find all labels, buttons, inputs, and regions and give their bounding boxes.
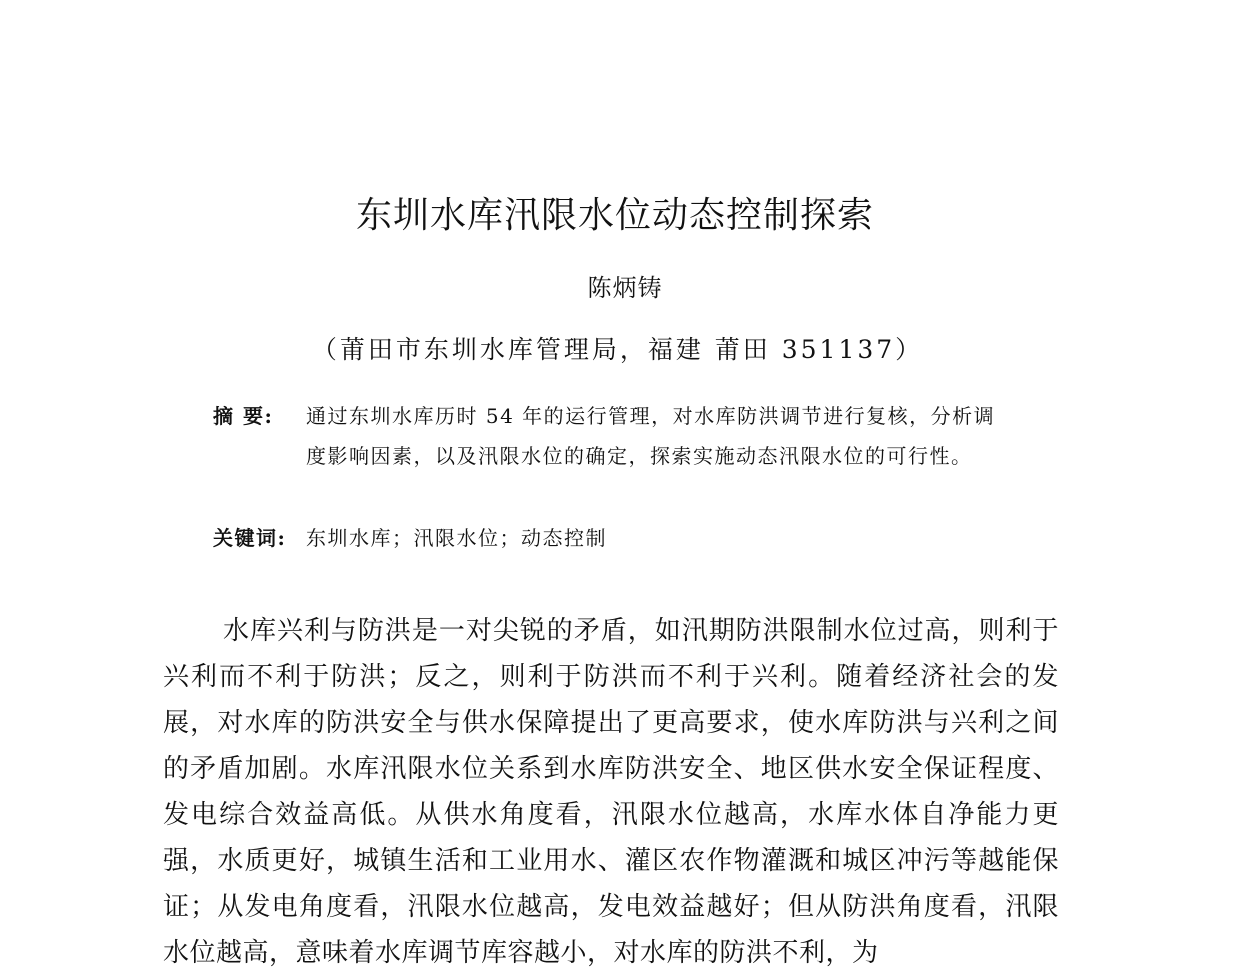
abstract-section [213,396,1013,476]
paper-title: 东圳水库汛限水位动态控制探索 [355,195,874,236]
keywords-text: 东圳水库；汛限水位；动态控制 [306,526,607,550]
keywords-label: 关键词: [213,526,287,550]
keywords-section [213,518,1013,558]
author-affiliation: （莆田市东圳水库管理局，福建 莆田 351137） [311,335,924,364]
abstract-label: 摘 要: [213,404,274,428]
paper-author: 陈炳铸 [587,274,663,302]
body-paragraph: 水库兴利与防洪是一对尖锐的矛盾，如汛期防洪限制水位过高，则利于兴利而不利于防洪；反之，则利于防洪而不利于兴利。随着经济社会的发展，对水库的防洪安全与供水保障提出了更高要求，使水库防洪与兴利之间的矛盾加剧。水库汛限水位关系到水库防洪安全、地区供水安全保证程度、发电综合效益高低。从供水角度看，汛限水位越高，水库水体自净能力更强，水质更好，城镇生活和工业用水、灌区农作物灌溉和城区冲污等越能保证；从发电角度看，汛限水位越高，发电效益越好；但从防洪角度看，汛限水位越高，意味着水库调节库容越小，对水库的防洪不利，为 [163,616,1059,968]
abstract-text: 通过东圳水库历时 54 年的运行管理，对水库防洪调节进行复核，分析调度影响因素，以及汛限水位的确定，探索实施动态汛限水位的可行性。 [306,404,996,468]
